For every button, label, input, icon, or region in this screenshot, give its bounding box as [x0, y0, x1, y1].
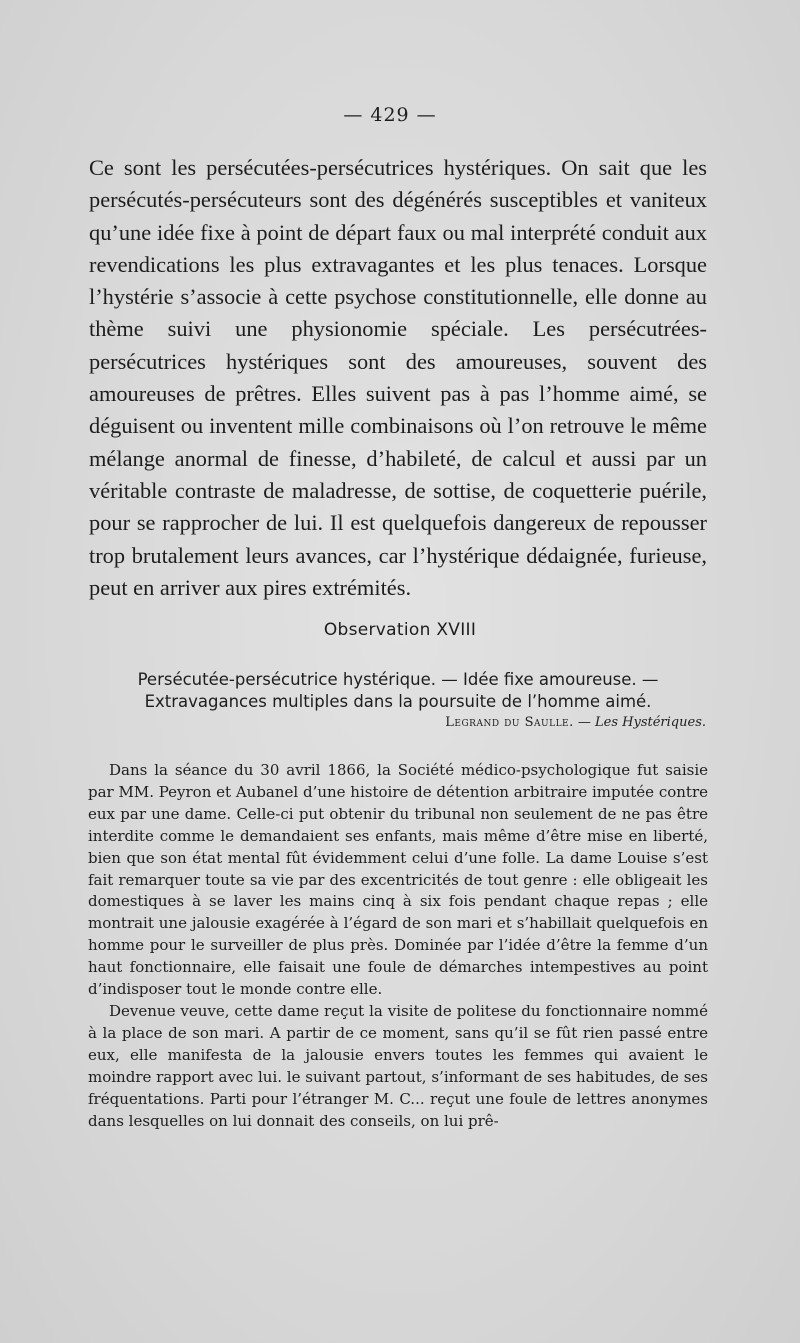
page-number: — 429 —	[343, 104, 437, 126]
observation-subtitle-line-2: Extravagances multiples dans la poursuite de l’homme aimé.	[144, 692, 652, 711]
source-separator: —	[573, 715, 596, 730]
observation-subtitle-line-1: Persécutée-persécutrice hystérique. — Idée fixe amoureuse. —	[137, 670, 659, 689]
observation-title: Observation XVIII	[323, 620, 477, 640]
observation-body	[88, 760, 708, 1132]
source-work: Les Hystériques.	[595, 715, 706, 730]
observation-subtitle	[88, 669, 708, 713]
body-paragraph-1: Dans la séance du 30 avril 1866, la Société médico-psychologique fut saisie par MM. Peyron et Aubanel d’une histoire de détention arbitraire imputée contre eux par une dame. Celle-ci put obtenir du tribunal non seulement de ne pas être interdite comme le demandaient ses enfants, mais même d’être mise en liberté, bien que son état mental fût évidemment celui d’une folle. La dame Louise s’est fait remarquer toute sa vie par des excentricités de tout genre : elle obligeait les domestiques à se laver les mains cinq à six fois pendant chaque repas ; elle montrait une jalousie exagérée à l’égard de son mari et s’habillait quelquefois en homme pour le surveiller de plus près. Dominée par l’idée d’être la femme d’un haut fonctionnaire, elle faisait une foule de démarches intempestives au point d’indisposer tout le monde contre elle.	[88, 761, 708, 999]
body-paragraph-2: Devenue veuve, cette dame reçut la visite de politese du fonctionnaire nommé à la place de son mari. A partir de ce moment, sans qu’il se fût rien passé entre eux, elle manifesta de la jalousie envers toutes les femmes qui avaient le moindre rapport avec lui. le suivant partout, s’informant de ses habitudes, de ses fréquentations. Parti pour l’étranger M. C... reçut une foule de lettres anonymes dans lesquelles on lui donnait des conseils, on lui prê-	[88, 1001, 708, 1130]
source-author: Legrand du Saulle.	[445, 715, 574, 730]
intro-section	[89, 152, 707, 604]
intro-paragraph: Ce sont les persécutées-persécutrices hystériques. On sait que les persécutés-persécuteurs sont des dégénérés susceptibles et vaniteux qu’une idée fixe à point de départ faux ou mal interprété conduit aux revendications les plus extravagantes et les plus tenaces. Lorsque l’hystérie s’associe à cette psychose constitutionnelle, elle donne au thème suivi une physionomie spéciale. Les persécutrées-persécutrices hystériques sont des amoureuses, souvent des amoureuses de prêtres. Elles suivent pas à pas l’homme aimé, se déguisent ou inventent mille combinaisons où l’on retrouve le même mélange anormal de finesse, d’habileté, de calcul et aussi par un véritable contraste de maladresse, de sottise, de coquetterie puérile, pour se rapprocher de lui. Il est quelquefois dangereux de repousser trop brutalement leurs avances, car l’hystérique dédaignée, furieuse, peut en arriver aux pires extrémités.	[89, 155, 707, 600]
observation-source	[200, 713, 706, 733]
